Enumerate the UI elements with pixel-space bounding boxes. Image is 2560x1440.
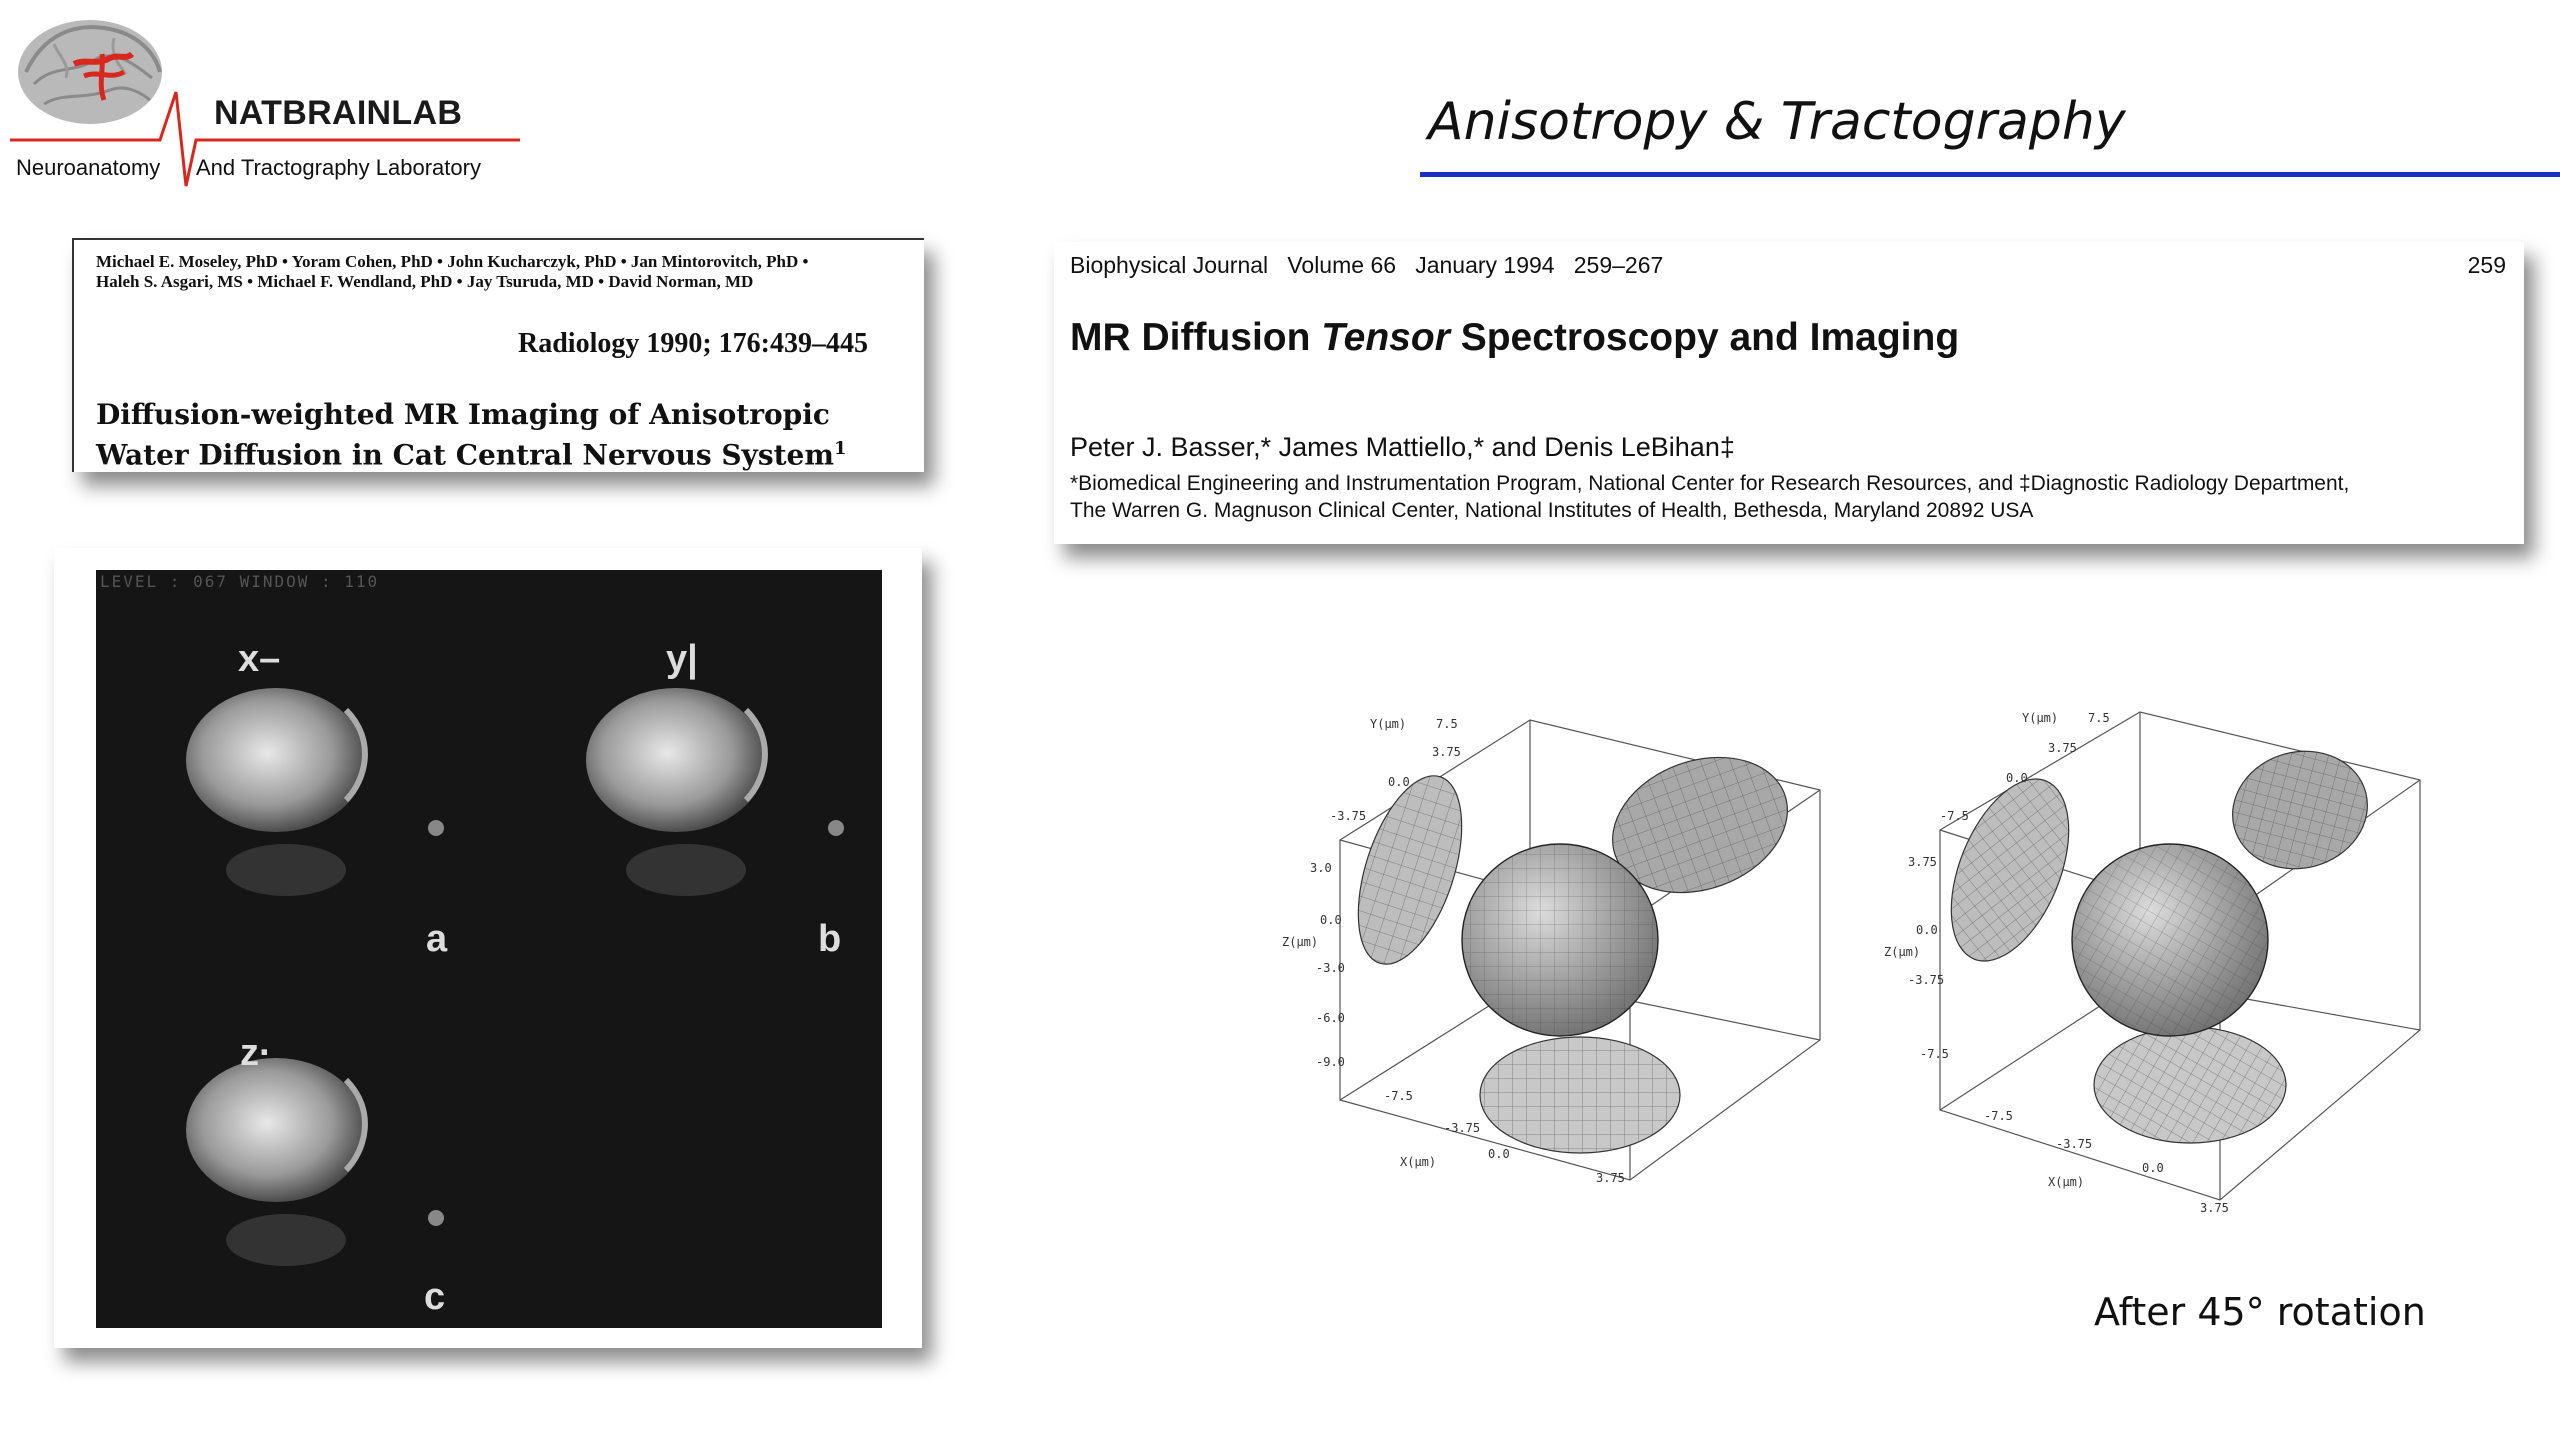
basser-affiliations bbox=[1070, 470, 2510, 524]
mri-scan-a bbox=[186, 688, 444, 896]
moseley-title-line2-text: Water Diffusion in Cat Central Nervous System bbox=[96, 438, 834, 472]
basser-journal-header: Biophysical Journal Volume 66 January 1994 259–267 bbox=[1070, 252, 1664, 278]
mri-label-b: b bbox=[818, 918, 842, 960]
basser-affil-line2: The Warren G. Magnuson Clinical Center, National Institutes of Health, Bethesda, Maryland 20892 USA bbox=[1070, 499, 2034, 522]
moseley-title bbox=[96, 398, 916, 472]
basser-title-post: Spectroscopy and Imaging bbox=[1449, 316, 1960, 359]
z-tick-2-rotated: 0.0 bbox=[1916, 923, 1938, 937]
z-tick-3: -3.0 bbox=[1316, 961, 1345, 975]
top-projection-ellipse-rotated bbox=[2219, 736, 2380, 883]
moseley-journal: Radiology 1990; 176:439–445 bbox=[518, 328, 868, 359]
basser-title-italic: Tensor bbox=[1321, 316, 1450, 359]
moseley-authors-line2: Haleh S. Asgari, MS • Michael F. Wendland, PhD • Jay Tsuruda, MD • David Norman, MD bbox=[96, 272, 754, 291]
x-tick-1: -7.5 bbox=[1384, 1089, 1413, 1103]
basser-paper-excerpt bbox=[1054, 242, 2524, 544]
mri-label-x: x– bbox=[238, 638, 281, 680]
mri-scan-c bbox=[186, 1058, 444, 1266]
logo-name: NATBRAINLAB bbox=[214, 94, 463, 132]
moseley-title-line2 bbox=[96, 432, 916, 472]
mri-label-y: y| bbox=[666, 638, 698, 680]
basser-page-number: 259 bbox=[2467, 252, 2506, 278]
z-tick-2: 0.0 bbox=[1320, 913, 1342, 927]
basser-title-pre: MR Diffusion bbox=[1070, 316, 1322, 359]
tensor-ellipsoid-rotated-figure bbox=[1880, 700, 2440, 1220]
bottom-projection-ellipse bbox=[1480, 1037, 1680, 1153]
x-tick-3: 0.0 bbox=[1488, 1147, 1510, 1161]
x-tick-3-rotated: 0.0 bbox=[2142, 1161, 2164, 1175]
left-projection-ellipse bbox=[1338, 763, 1482, 977]
logo-subtitle-right: And Tractography Laboratory bbox=[196, 155, 481, 180]
slide-title: Anisotropy & Tractography bbox=[1428, 92, 2126, 152]
y-tick-4-rotated: -7.5 bbox=[1940, 809, 1969, 823]
mri-label-z: z· bbox=[240, 1032, 272, 1074]
natbrainlab-logo bbox=[0, 0, 540, 200]
z-tick-3-rotated: -3.75 bbox=[1908, 973, 1945, 987]
moseley-title-line1: Diffusion-weighted MR Imaging of Anisotropic bbox=[96, 398, 830, 431]
mri-image bbox=[96, 570, 882, 1328]
moseley-paper-excerpt bbox=[72, 238, 924, 472]
mri-label-a: a bbox=[426, 918, 448, 960]
y-axis-label-rotated: Y(µm) bbox=[2022, 711, 2059, 725]
ellipsoid-plot-2 bbox=[1880, 700, 2440, 1220]
y-tick-3-rotated: 0.0 bbox=[2006, 771, 2028, 785]
y-tick-1-rotated: 7.5 bbox=[2088, 711, 2110, 725]
tensor-ellipsoid-figure bbox=[1260, 700, 1840, 1220]
bottom-projection-ellipse-rotated bbox=[2094, 1027, 2286, 1143]
z-tick-1-rotated: 3.75 bbox=[1908, 855, 1937, 869]
mri-scan-b bbox=[586, 688, 844, 896]
x-tick-1-rotated: -7.5 bbox=[1984, 1109, 2013, 1123]
moseley-title-footnote: 1 bbox=[833, 438, 847, 459]
z-tick-1: 3.0 bbox=[1310, 861, 1332, 875]
moseley-authors-line1: Michael E. Moseley, PhD • Yoram Cohen, PhD • John Kucharczyk, PhD • Jan Mintorovitch, PhD • bbox=[96, 252, 809, 271]
y-tick-2-rotated: 3.75 bbox=[2048, 741, 2077, 755]
x-axis-label-rotated: X(µm) bbox=[2048, 1175, 2085, 1189]
x-tick-4-rotated: 3.75 bbox=[2200, 1201, 2229, 1215]
y-axis-label: Y(µm) bbox=[1370, 717, 1407, 731]
z-tick-5: -9.0 bbox=[1316, 1055, 1345, 1069]
y-tick-3: 0.0 bbox=[1388, 775, 1410, 789]
mri-level-window-readout: LEVEL : 067 WINDOW : 110 bbox=[100, 572, 380, 591]
z-axis-label-rotated: Z(µm) bbox=[1884, 945, 1921, 959]
y-tick-2: 3.75 bbox=[1432, 745, 1461, 759]
z-tick-4-rotated: -7.5 bbox=[1920, 1047, 1949, 1061]
x-axis-label: X(µm) bbox=[1400, 1155, 1437, 1169]
rotation-caption: After 45° rotation bbox=[2094, 1290, 2426, 1334]
moseley-authors bbox=[96, 252, 916, 292]
left-projection-ellipse-rotated bbox=[1928, 762, 2093, 977]
y-tick-4: -3.75 bbox=[1330, 809, 1367, 823]
z-axis-label: Z(µm) bbox=[1282, 935, 1319, 949]
basser-authors: Peter J. Basser,* James Mattiello,* and Denis LeBihan‡ bbox=[1070, 432, 1735, 462]
center-ellipsoid-rotated bbox=[2072, 844, 2268, 1036]
x-tick-4: 3.75 bbox=[1596, 1171, 1625, 1185]
basser-affil-line1: *Biomedical Engineering and Instrumentation Program, National Center for Research Resources, and ‡Diagnostic Radiology Department, bbox=[1070, 472, 2350, 495]
title-underline bbox=[1420, 172, 2560, 177]
ellipsoid-plot-1 bbox=[1260, 700, 1840, 1220]
center-ellipsoid bbox=[1462, 844, 1658, 1036]
mri-label-c: c bbox=[424, 1276, 446, 1318]
y-tick-1: 7.5 bbox=[1436, 717, 1458, 731]
basser-title bbox=[1070, 316, 1959, 360]
x-tick-2: -3.75 bbox=[1444, 1121, 1481, 1135]
x-tick-2-rotated: -3.75 bbox=[2056, 1137, 2093, 1151]
z-tick-4: -6.0 bbox=[1316, 1011, 1345, 1025]
mri-figure-card bbox=[54, 548, 922, 1348]
mri-scans-graphic bbox=[96, 570, 882, 1328]
logo-subtitle-left: Neuroanatomy bbox=[16, 155, 161, 180]
